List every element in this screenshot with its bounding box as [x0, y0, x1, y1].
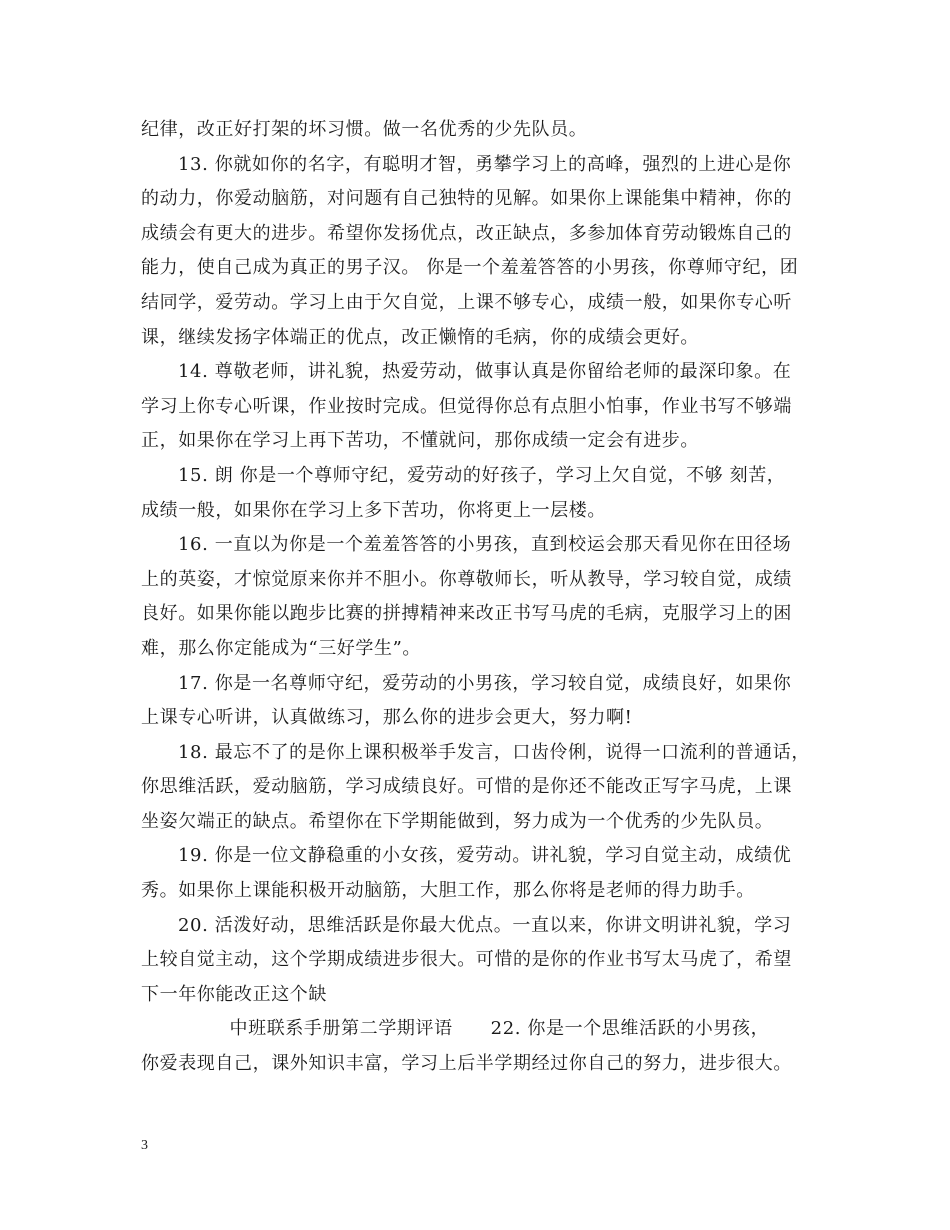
text-line: 成绩一般，如果你在学习上多下苦功，你将更上一层楼。	[141, 499, 606, 521]
text-line: 的动力，你爱动脑筋，对问题有自己独特的见解。如果你上课能集中精神，你的	[141, 188, 792, 210]
document-body	[141, 113, 811, 1082]
paragraph-16	[141, 528, 811, 666]
text-line: 14. 尊敬老师，讲礼貌，热爱劳动，做事认真是你留给老师的最深印象。在	[178, 361, 792, 383]
text-line: 你思维活跃，爱动脑筋，学习成绩良好。可惜的是你还不能改正写字马虎，上课	[141, 776, 792, 798]
page-number: 3	[141, 1138, 148, 1153]
paragraph-continued	[141, 113, 811, 148]
text-line: 能力，使自己成为真正的男子汉。 你是一个羞羞答答的小男孩，你尊师守纪，团	[141, 257, 799, 279]
text-line: 良好。如果你能以跑步比赛的拼搏精神来改正书写马虎的毛病，克服学习上的困	[141, 603, 792, 625]
text-line: 20. 活泼好动，思维活跃是你最大优点。一直以来，你讲文明讲礼貌，学习	[178, 914, 792, 936]
paragraph-15	[141, 459, 811, 528]
text-line: 15. 朗 你是一个尊师守纪，爱劳动的好孩子，学习上欠自觉，不够 刻苦，	[178, 464, 786, 486]
text-line: 课，继续发扬字体端正的优点，改正懒惰的毛病，你的成绩会更好。	[141, 326, 699, 348]
text-line: 成绩会有更大的进步。希望你发扬优点，改正缺点，多参加体育劳动锻炼自己的	[141, 222, 792, 244]
text-line: 上较自觉主动，这个学期成绩进步很大。可惜的是你的作业书写太马虎了，希望	[141, 949, 792, 971]
text-line: 18. 最忘不了的是你上课积极举手发言，口齿伶俐，说得一口流利的普通话，	[178, 741, 810, 763]
text-line: 上的英姿，才惊觉原来你并不胆小。你尊敬师长，听从教导，学习较自觉，成绩	[141, 568, 792, 590]
text-line: 秀。如果你上课能积极开动脑筋，大胆工作，那么你将是老师的得力助手。	[141, 880, 755, 902]
text-line: 结同学，爱劳动。学习上由于欠自觉，上课不够专心，成绩一般，如果你专心听	[141, 291, 792, 313]
text-line: 难，那么你定能成为“三好学生”。	[141, 637, 422, 659]
paragraph-20	[141, 909, 811, 1013]
text-line: 纪律，改正好打架的坏习惯。做一名优秀的少先队员。	[141, 119, 588, 140]
text-line: 正，如果你在学习上再下苦功，不懂就问，那你成绩一定会有进步。	[141, 430, 699, 452]
text-line: 坐姿欠端正的缺点。希望你在下学期能做到，努力成为一个优秀的少先队员。	[141, 810, 774, 832]
text-line: 你爱表现自己，课外知识丰富，学习上后半学期经过你自己的努力，进步很大。	[141, 1053, 792, 1075]
text-line: 17. 你是一名尊师守纪，爱劳动的小男孩，学习较自觉，成绩良好，如果你	[178, 672, 792, 694]
paragraph-19	[141, 839, 811, 908]
text-line: 19. 你是一位文静稳重的小女孩，爱劳动。讲礼貌，学习自觉主动，成绩优	[178, 845, 792, 867]
paragraph-22	[141, 1012, 811, 1081]
text-line: 13. 你就如你的名字，有聪明才智，勇攀学习上的高峰，强烈的上进心是你	[178, 153, 792, 175]
text-line: 下一年你能改正这个缺	[141, 983, 327, 1005]
text-line: 中班联系手册第二学期评语 22. 你是一个思维活跃的小男孩，	[141, 1018, 770, 1040]
text-line: 上课专心听讲，认真做练习，那么你的进步会更大，努力啊!	[141, 707, 633, 729]
paragraph-18	[141, 736, 811, 840]
paragraph-13	[141, 148, 811, 356]
paragraph-17	[141, 667, 811, 736]
text-line: 16. 一直以为你是一个羞羞答答的小男孩，直到校运会那天看见你在田径场	[178, 534, 792, 556]
text-line: 学习上你专心听课，作业按时完成。但觉得你总有点胆小怕事，作业书写不够端	[141, 395, 792, 417]
paragraph-14	[141, 355, 811, 459]
